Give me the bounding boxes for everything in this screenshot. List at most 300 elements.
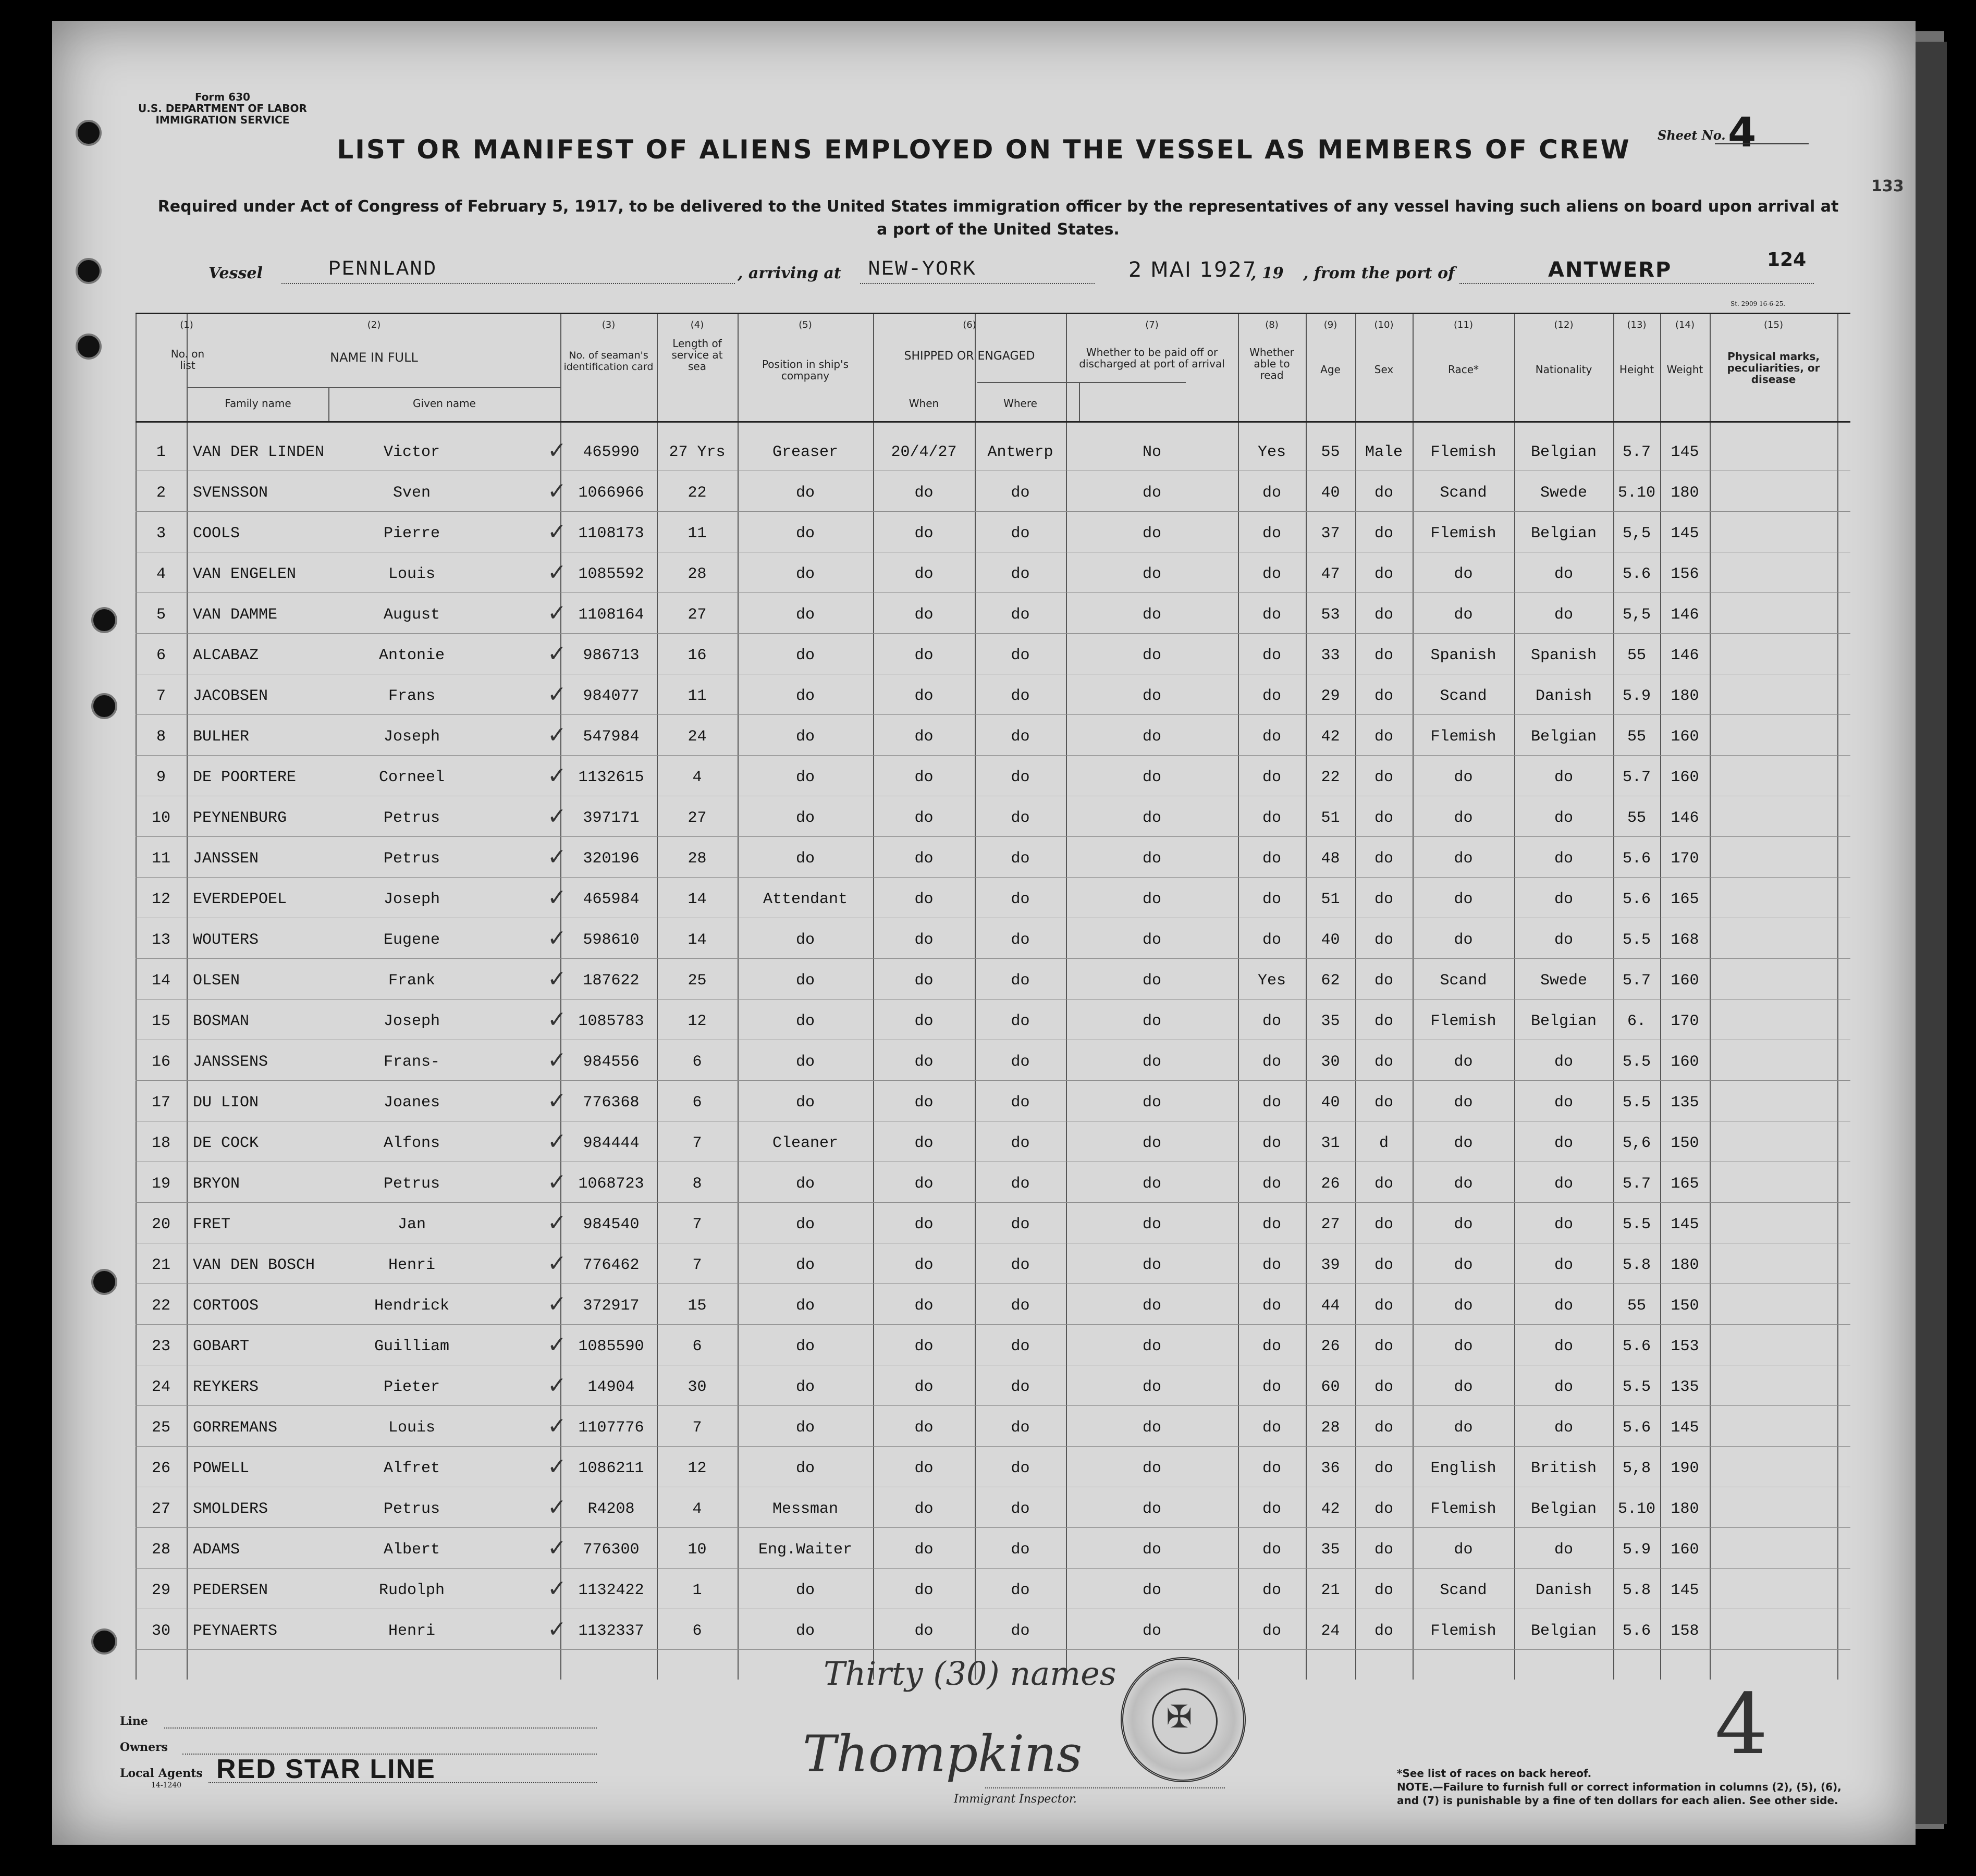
cell-when: do: [914, 484, 934, 502]
cell-family-name: GOBART: [193, 1338, 250, 1355]
cell-no: 9: [156, 769, 166, 786]
cell-length-service: 27: [688, 809, 707, 827]
arriving-label: , arriving at: [738, 264, 841, 282]
cell-paid-off: do: [1142, 1216, 1161, 1233]
cell-no: 30: [151, 1622, 170, 1640]
cell-position: do: [795, 972, 815, 990]
cell-race: Scand: [1440, 972, 1487, 990]
cell-id-card: 1108173: [578, 525, 644, 542]
cell-paid-off: do: [1142, 1622, 1161, 1640]
cell-when: do: [914, 1460, 934, 1477]
cell-race: do: [1454, 1541, 1473, 1559]
cell-weight: 150: [1671, 1134, 1699, 1152]
cell-age: 42: [1321, 728, 1340, 746]
cell-nationality: Belgian: [1530, 1500, 1597, 1518]
cell-family-name: OLSEN: [193, 972, 240, 990]
cell-height: 55: [1627, 647, 1646, 664]
table-row: [136, 478, 1850, 525]
checkmark-icon: ✓: [547, 925, 567, 952]
cell-nationality: Danish: [1535, 687, 1592, 705]
cell-race: do: [1454, 850, 1473, 868]
cell-weight: 135: [1671, 1378, 1699, 1396]
cell-id-card: 1108164: [578, 606, 644, 624]
cell-height: 5.6: [1622, 1419, 1651, 1437]
cell-when: do: [914, 606, 934, 624]
cell-when: do: [914, 1134, 934, 1152]
cell-sex: do: [1374, 972, 1393, 990]
col-num-5: (5): [799, 319, 812, 330]
checkmark-icon: ✓: [547, 762, 567, 789]
cell-where: do: [1011, 1419, 1030, 1437]
cell-length-service: 6: [692, 1053, 702, 1071]
cell-where: do: [1011, 1297, 1030, 1315]
cell-nationality: do: [1554, 1541, 1573, 1559]
cell-age: 30: [1321, 1053, 1340, 1071]
cell-age: 35: [1321, 1541, 1340, 1559]
cell-no: 24: [151, 1378, 170, 1396]
header-bottom-rule: [136, 421, 1850, 423]
cell-when: do: [914, 1094, 934, 1112]
cell-weight: 145: [1671, 1419, 1699, 1437]
cell-race: English: [1430, 1460, 1496, 1477]
cell-able-read: do: [1262, 1134, 1281, 1152]
col-num-15: (15): [1764, 319, 1783, 330]
cell-nationality: Danish: [1535, 1582, 1592, 1599]
header-paid-off: Whether to be paid off or discharged at port of arrival: [1079, 346, 1225, 370]
arriving-port: NEW-YORK: [868, 258, 977, 281]
checkmark-icon: ✓: [547, 640, 567, 667]
table-row: [136, 1209, 1850, 1256]
table-row: [136, 762, 1850, 809]
cell-race: do: [1454, 1175, 1473, 1193]
cell-nationality: do: [1554, 931, 1573, 949]
cell-length-service: 22: [688, 484, 707, 502]
checkmark-icon: ✓: [547, 1291, 567, 1317]
cell-where: do: [1011, 647, 1030, 664]
cell-height: 5,5: [1622, 525, 1651, 542]
cell-given-name: Eugene: [383, 931, 440, 949]
cell-height: 5.6: [1622, 565, 1651, 583]
cell-sex: do: [1374, 1256, 1393, 1274]
sheet-number-underline: [1715, 143, 1809, 144]
cell-race: do: [1454, 606, 1473, 624]
cell-where: do: [1011, 1582, 1030, 1599]
cell-position: do: [795, 728, 815, 746]
cell-when: do: [914, 769, 934, 786]
cell-family-name: SMOLDERS: [193, 1500, 268, 1518]
agents-code: 14-1240: [151, 1781, 182, 1789]
cell-when: do: [914, 1338, 934, 1355]
table-row: [136, 966, 1850, 1013]
cell-no: 19: [151, 1175, 170, 1193]
header-weight: Weight: [1666, 363, 1703, 376]
table-row: [136, 925, 1850, 972]
cell-nationality: Swede: [1540, 484, 1587, 502]
cell-age: 44: [1321, 1297, 1340, 1315]
cell-given-name: Joanes: [383, 1094, 440, 1112]
cell-given-name: Joseph: [383, 891, 440, 908]
cell-family-name: DE COCK: [193, 1134, 259, 1152]
service: IMMIGRATION SERVICE: [155, 114, 290, 126]
cell-nationality: do: [1554, 1216, 1573, 1233]
cell-weight: 190: [1671, 1460, 1699, 1477]
cell-family-name: PEYNAERTS: [193, 1622, 278, 1640]
cell-id-card: 984077: [583, 687, 640, 705]
cell-given-name: Petrus: [383, 809, 440, 827]
cell-race: Scand: [1440, 1582, 1487, 1599]
cell-when: do: [914, 891, 934, 908]
cell-position: do: [795, 1256, 815, 1274]
checkmark-icon: ✓: [547, 1535, 567, 1561]
footnote: [1397, 1767, 1866, 1807]
cell-no: 16: [151, 1053, 170, 1071]
cell-nationality: do: [1554, 809, 1573, 827]
cell-given-name: Hendrick: [374, 1297, 450, 1315]
cell-paid-off: do: [1142, 728, 1161, 746]
cell-nationality: do: [1554, 1297, 1573, 1315]
cell-nationality: do: [1554, 1419, 1573, 1437]
cell-age: 33: [1321, 647, 1340, 664]
cell-weight: 180: [1671, 1500, 1699, 1518]
name-subheader-rule: [188, 387, 560, 388]
cell-position: do: [795, 1297, 815, 1315]
cell-age: 22: [1321, 769, 1340, 786]
cell-paid-off: do: [1142, 769, 1161, 786]
table-row: [136, 1250, 1850, 1297]
header-position: Position in ship's company: [762, 358, 849, 382]
cell-when: do: [914, 728, 934, 746]
agents-underline: [208, 1782, 597, 1783]
cell-id-card: 1085592: [578, 565, 644, 583]
table-row: [136, 1047, 1850, 1094]
cell-family-name: DU LION: [193, 1094, 259, 1112]
print-code: St. 2909 16-6-25.: [1730, 300, 1786, 307]
cell-id-card: 1066966: [578, 484, 644, 502]
cell-height: 5.7: [1622, 769, 1651, 786]
cell-age: 48: [1321, 850, 1340, 868]
cell-race: do: [1454, 1216, 1473, 1233]
cell-length-service: 28: [688, 565, 707, 583]
cell-where: do: [1011, 728, 1030, 746]
cell-able-read: do: [1262, 1094, 1281, 1112]
cell-nationality: British: [1530, 1460, 1597, 1477]
cell-no: 22: [151, 1297, 170, 1315]
table-row: [136, 1128, 1850, 1175]
cell-sex: do: [1374, 565, 1393, 583]
cell-family-name: WOUTERS: [193, 931, 259, 949]
cell-id-card: 465990: [583, 443, 640, 461]
cell-no: 8: [156, 728, 166, 746]
cell-when: do: [914, 565, 934, 583]
cell-height: 6.: [1627, 1013, 1646, 1030]
cell-height: 5.10: [1617, 484, 1655, 502]
cell-where: do: [1011, 931, 1030, 949]
cell-height: 5.8: [1622, 1256, 1651, 1274]
checkmark-icon: ✓: [547, 1088, 567, 1114]
cell-paid-off: do: [1142, 891, 1161, 908]
header-name-in-full: NAME IN FULL: [330, 350, 418, 365]
cell-where: do: [1011, 1134, 1030, 1152]
checkmark-icon: ✓: [547, 1169, 567, 1195]
cell-height: 5.5: [1622, 931, 1651, 949]
col-num-14: (14): [1675, 319, 1695, 330]
cell-race: do: [1454, 565, 1473, 583]
cell-no: 3: [156, 525, 166, 542]
header-family-name: Family name: [225, 397, 291, 410]
cell-id-card: 1132337: [578, 1622, 644, 1640]
cell-given-name: Jan: [397, 1216, 426, 1233]
checkmark-icon: ✓: [547, 1128, 567, 1155]
punch-hole: [76, 334, 102, 360]
eagle-icon: ✠: [1166, 1699, 1193, 1735]
cell-position: Greaser: [772, 443, 839, 461]
checkmark-icon: ✓: [547, 966, 567, 992]
cell-age: 40: [1321, 484, 1340, 502]
cell-when: do: [914, 931, 934, 949]
checkmark-icon: ✓: [547, 1209, 567, 1236]
cell-height: 5.7: [1622, 972, 1651, 990]
cell-race: Flemish: [1430, 525, 1496, 542]
table-row: [136, 1413, 1850, 1460]
arriving-underline: [860, 283, 1095, 284]
cell-sex: do: [1374, 1053, 1393, 1071]
cell-position: do: [795, 565, 815, 583]
cell-given-name: Henri: [388, 1256, 435, 1274]
cell-sex: do: [1374, 687, 1393, 705]
cell-given-name: Henri: [388, 1622, 435, 1640]
cell-able-read: do: [1262, 1256, 1281, 1274]
cell-where: do: [1011, 606, 1030, 624]
checkmark-icon: ✓: [547, 1575, 567, 1602]
cell-sex: do: [1374, 931, 1393, 949]
cell-weight: 158: [1671, 1622, 1699, 1640]
cell-race: Flemish: [1430, 728, 1496, 746]
form-identifier: [138, 91, 307, 126]
from-port-label: , from the port of: [1303, 264, 1455, 282]
cell-when: do: [914, 1216, 934, 1233]
cell-given-name: August: [383, 606, 440, 624]
cell-paid-off: do: [1142, 687, 1161, 705]
page-edge-shadow: [1916, 42, 1947, 1824]
cell-weight: 168: [1671, 931, 1699, 949]
cell-family-name: EVERDEPOEL: [193, 891, 287, 908]
cell-when: do: [914, 1541, 934, 1559]
cell-height: 5.10: [1617, 1500, 1655, 1518]
header-no-on-list: No. on list: [170, 348, 205, 372]
checkmark-icon: ✓: [547, 437, 567, 464]
cell-race: Flemish: [1430, 1622, 1496, 1640]
cell-race: Spanish: [1430, 647, 1496, 664]
cell-given-name: Frans-: [383, 1053, 440, 1071]
cell-age: 51: [1321, 809, 1340, 827]
cell-sex: do: [1374, 1460, 1393, 1477]
cell-age: 21: [1321, 1582, 1340, 1599]
cell-when: do: [914, 1053, 934, 1071]
edge-number: 133: [1871, 177, 1904, 195]
cell-nationality: Spanish: [1530, 647, 1597, 664]
cell-id-card: 776300: [583, 1541, 640, 1559]
vessel-label: Vessel: [208, 264, 263, 282]
checkmark-icon: ✓: [547, 559, 567, 586]
cell-no: 11: [151, 850, 170, 868]
cell-given-name: Albert: [383, 1541, 440, 1559]
cell-when: do: [914, 647, 934, 664]
cell-able-read: do: [1262, 687, 1281, 705]
cell-race: do: [1454, 1094, 1473, 1112]
cell-no: 18: [151, 1134, 170, 1152]
cell-age: 37: [1321, 525, 1340, 542]
cell-when: do: [914, 1256, 934, 1274]
cell-weight: 146: [1671, 606, 1699, 624]
cell-able-read: do: [1262, 1338, 1281, 1355]
cell-no: 10: [151, 809, 170, 827]
cell-sex: do: [1374, 647, 1393, 664]
cell-where: do: [1011, 565, 1030, 583]
cell-given-name: Sven: [392, 484, 431, 502]
cell-when: 20/4/27: [891, 443, 957, 461]
cell-position: do: [795, 1460, 815, 1477]
cell-length-service: 12: [688, 1460, 707, 1477]
cell-height: 5.5: [1622, 1053, 1651, 1071]
header-where: Where: [1003, 397, 1037, 410]
cell-given-name: Alfons: [383, 1134, 440, 1152]
table-row: [136, 519, 1850, 565]
cell-position: do: [795, 1622, 815, 1640]
cell-nationality: Belgian: [1530, 1013, 1597, 1030]
cell-age: 27: [1321, 1216, 1340, 1233]
cell-race: do: [1454, 1053, 1473, 1071]
cell-weight: 165: [1671, 891, 1699, 908]
checkmark-icon: ✓: [547, 1047, 567, 1073]
agents-stamp: RED STAR LINE: [216, 1754, 436, 1784]
cell-family-name: VAN ENGELEN: [193, 565, 297, 583]
cell-length-service: 14: [688, 891, 707, 908]
header-when: When: [909, 397, 939, 410]
cell-given-name: Joseph: [383, 1013, 440, 1030]
cell-when: do: [914, 809, 934, 827]
cell-nationality: Belgian: [1530, 728, 1597, 746]
cell-weight: 145: [1671, 1582, 1699, 1599]
checkmark-icon: ✓: [547, 1494, 567, 1521]
cell-paid-off: do: [1142, 484, 1161, 502]
cell-weight: 145: [1671, 443, 1699, 461]
checkmark-icon: ✓: [547, 884, 567, 911]
cell-given-name: Frank: [388, 972, 435, 990]
cell-nationality: Belgian: [1530, 525, 1597, 542]
checkmark-icon: ✓: [547, 722, 567, 748]
cell-where: do: [1011, 1094, 1030, 1112]
cell-position: do: [795, 850, 815, 868]
cell-height: 55: [1627, 728, 1646, 746]
cell-given-name: Joseph: [383, 728, 440, 746]
year-label: , 19: [1251, 264, 1284, 282]
cell-family-name: FRET: [193, 1216, 231, 1233]
cell-age: 36: [1321, 1460, 1340, 1477]
cell-nationality: do: [1554, 850, 1573, 868]
cell-weight: 170: [1671, 850, 1699, 868]
cell-id-card: 1132615: [578, 769, 644, 786]
cell-length-service: 11: [688, 687, 707, 705]
cell-length-service: 7: [692, 1419, 702, 1437]
cell-when: do: [914, 1013, 934, 1030]
cell-paid-off: do: [1142, 1256, 1161, 1274]
cell-position: do: [795, 647, 815, 664]
cell-id-card: 1132422: [578, 1582, 644, 1599]
col-num-9: (9): [1323, 319, 1337, 330]
cell-length-service: 12: [688, 1013, 707, 1030]
checkmark-icon: ✓: [547, 1413, 567, 1439]
cell-family-name: ADAMS: [193, 1541, 240, 1559]
cell-sex: do: [1374, 1338, 1393, 1355]
cell-length-service: 28: [688, 850, 707, 868]
cell-no: 17: [151, 1094, 170, 1112]
cell-position: do: [795, 606, 815, 624]
cell-no: 2: [156, 484, 166, 502]
cell-nationality: do: [1554, 891, 1573, 908]
cell-no: 5: [156, 606, 166, 624]
cell-where: do: [1011, 1460, 1030, 1477]
cell-sex: do: [1374, 769, 1393, 786]
cell-family-name: COOLS: [193, 525, 240, 542]
cell-race: do: [1454, 1419, 1473, 1437]
cell-given-name: Louis: [388, 565, 435, 583]
cell-length-service: 7: [692, 1216, 702, 1233]
cell-where: do: [1011, 850, 1030, 868]
cell-height: 5.6: [1622, 850, 1651, 868]
checkmark-icon: ✓: [547, 1331, 567, 1358]
col-num-4: (4): [690, 319, 704, 330]
cell-position: do: [795, 1378, 815, 1396]
cell-height: 5.8: [1622, 1582, 1651, 1599]
cell-no: 20: [151, 1216, 170, 1233]
cell-race: Flemish: [1430, 443, 1496, 461]
vessel-name: PENNLAND: [328, 258, 437, 281]
cell-weight: 160: [1671, 972, 1699, 990]
checkmark-icon: ✓: [547, 1616, 567, 1643]
line-label: Line: [120, 1714, 148, 1728]
table-row: [136, 1453, 1850, 1500]
cell-nationality: Belgian: [1530, 1622, 1597, 1640]
cell-paid-off: do: [1142, 1013, 1161, 1030]
cell-able-read: do: [1262, 1419, 1281, 1437]
cell-id-card: 598610: [583, 931, 640, 949]
cell-paid-off: do: [1142, 931, 1161, 949]
cell-age: 62: [1321, 972, 1340, 990]
cell-position: do: [795, 1094, 815, 1112]
cell-given-name: Petrus: [383, 850, 440, 868]
table-row: [136, 559, 1850, 606]
cell-length-service: 24: [688, 728, 707, 746]
cell-id-card: 1068723: [578, 1175, 644, 1193]
cell-where: do: [1011, 1338, 1030, 1355]
cell-position: do: [795, 484, 815, 502]
cell-height: 55: [1627, 1297, 1646, 1315]
col-num-7: (7): [1145, 319, 1159, 330]
cell-length-service: 15: [688, 1297, 707, 1315]
cell-race: do: [1454, 1297, 1473, 1315]
footnote-races: *See list of races on back hereof.: [1397, 1767, 1592, 1780]
cell-when: do: [914, 1297, 934, 1315]
inspector-label: Immigrant Inspector.: [954, 1793, 1077, 1806]
cell-able-read: do: [1262, 606, 1281, 624]
checkmark-icon: ✓: [547, 681, 567, 708]
cell-height: 55: [1627, 809, 1646, 827]
cell-family-name: VAN DER LINDEN: [193, 443, 325, 461]
footnote-penalty: NOTE.—Failure to furnish full or correct information in columns (2), (5), (6), and (7) is punishable by a fine of ten dollars for each alien. See other side.: [1397, 1781, 1842, 1807]
cell-given-name: Alfret: [383, 1460, 440, 1477]
cell-family-name: REYKERS: [193, 1378, 259, 1396]
cell-paid-off: do: [1142, 1297, 1161, 1315]
